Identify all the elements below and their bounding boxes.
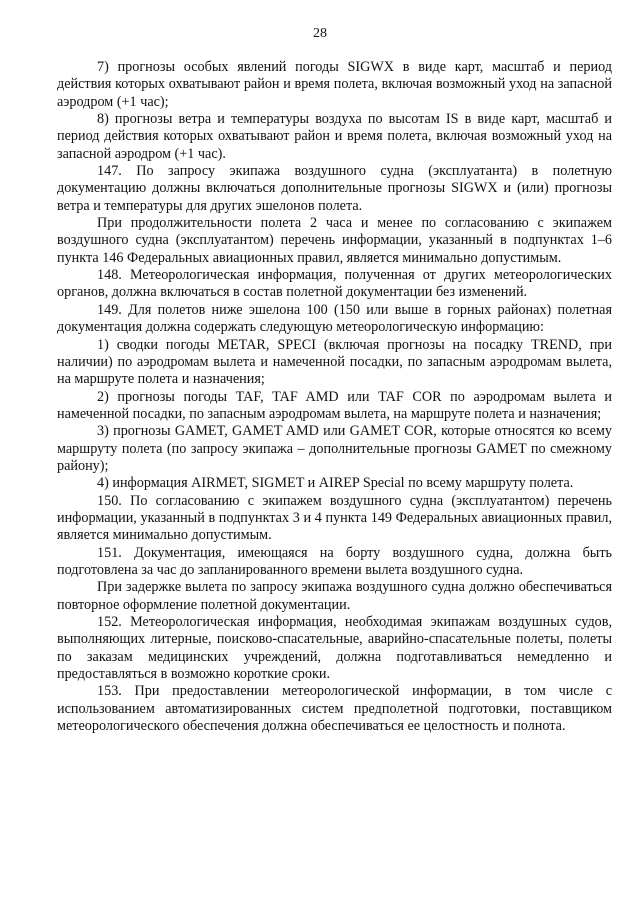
clause-153: 153. При предоставлении метеорологической информации, в том числе с использованием автоматизированных систем предполетной подготовки, поставщиком метеорологического обеспечения должна обеспечиваться ее целостность и полнота. [57,683,612,735]
clause-151-delay-note: При задержке вылета по запросу экипажа воздушного судна должно обеспечиваться повторное оформление полетной документации. [57,579,612,613]
clause-149-item-4: 4) информация AIRMET, SIGMET и AIREP Special по всему маршруту полета. [97,475,574,492]
item-7-sigwx: 7) прогнозы особых явлений погоды SIGWX в виде карт, масштаб и период действия которых охватывают район и время полета, включая возможный уход на запасной аэродром (+1 час); [57,59,612,110]
item-8-wind-temperature: 8) прогнозы ветра и температуры воздуха по высотам IS в виде карт, масштаб и период действия которых охватывают район и время полета, включая возможный уход на запасной аэродром (+1 час). [57,111,612,162]
clause-147-duration-note: При продолжительности полета 2 часа и менее по согласованию с экипажем воздушного судна (эксплуатантом) перечень информации, указанный в подпунктах 1–6 пункта 146 Федеральных авиационных правил, является минимально допустимым. [57,215,612,266]
clause-149: 149. Для полетов ниже эшелона 100 (150 или выше в горных районах) полетная документация должна содержать следующую метеорологическую информацию: [57,301,612,336]
clause-148: 148. Метеорологическая информация, полученная от других метеорологических органов, должна включаться в состав полетной документации без изменений. [57,267,612,301]
clause-152: 152. Метеорологическая информация, необходимая экипажам воздушных судов, выполняющих литерные, поисково-спасательные, аварийно-спасательные полеты, полеты по заказам медицинских учреждений, должна подготавливаться немедленно и предоставляться в возможно короткие сроки. [57,614,612,683]
clause-147: 147. По запросу экипажа воздушного судна (эксплуатанта) в полетную документацию должны включаться дополнительные прогнозы SIGWX и (или) прогнозы ветра и температуры для других эшелонов полета. [57,163,612,214]
page-number: 28 [313,26,327,41]
clause-151: 151. Документация, имеющаяся на борту воздушного судна, должна быть подготовлена за час до запланированного времени вылета воздушного судна. [57,544,612,578]
clause-149-item-1: 1) сводки погоды METAR, SPECI (включая прогнозы на посадку TREND, при наличии) по аэродромам вылета и намеченной посадки, по запасным аэродромам вылета, на маршруте полета и назначения; [57,336,612,388]
clause-150: 150. По согласованию с экипажем воздушного судна (эксплуатантом) перечень информации, указанный в подпунктах 3 и 4 пункта 149 Федеральных авиационных правил, является минимально допустимым. [57,492,612,544]
clause-149-item-2: 2) прогнозы погоды TAF, TAF AMD или TAF COR по аэродромам вылета и намеченной посадки, по запасным аэродромам вылета, на маршруте полета и назначения; [57,388,612,422]
clause-149-item-3: 3) прогнозы GAMET, GAMET AMD или GAMET COR, которые относятся ко всему маршруту полета (по запросу экипажа – дополнительные прогнозы GAMET по смежному району); [57,423,612,474]
document-body [57,59,612,735]
